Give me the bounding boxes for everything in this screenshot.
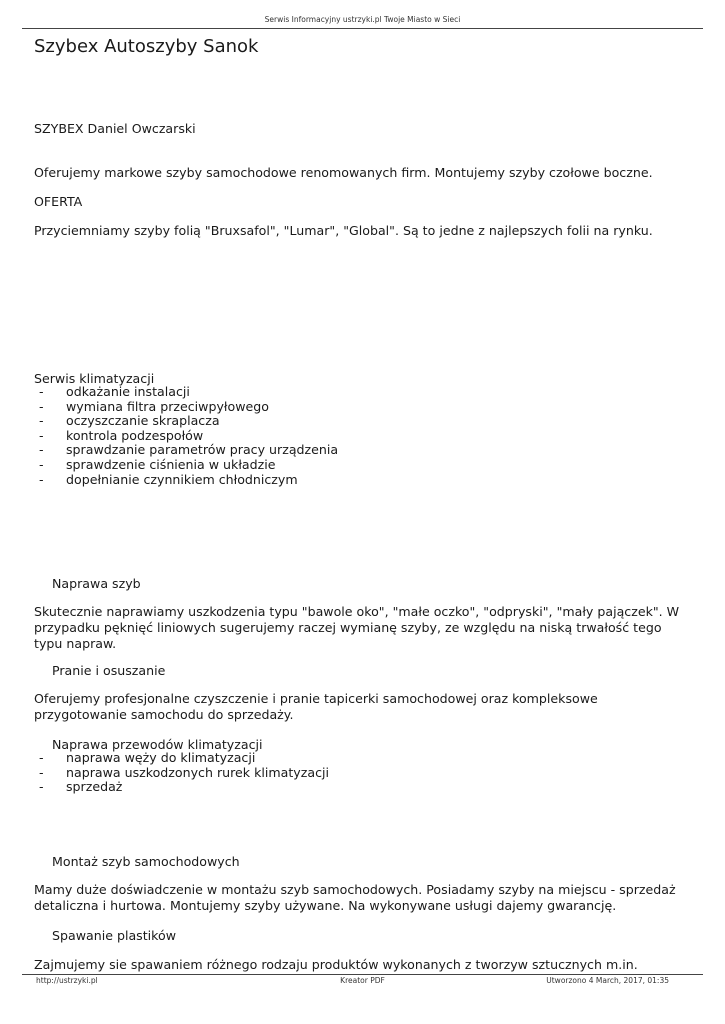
glass-repair-paragraph: Skutecznie naprawiamy uszkodzenia typu "bawole oko", "małe oczko", "odpryski", "mały pajączek". W przypadku pęknięć liniowych sugerujemy raczej wymianę szyby, ze względu na niską trwałość tego typu napraw. (34, 604, 680, 651)
cleaning-paragraph: Oferujemy profesjonalne czyszczenie i pranie tapicerki samochodowej oraz kompleksowe przygotowanie samochodu do sprzedaży. (34, 691, 598, 722)
footer-url: http://ustrzyki.pl (36, 976, 98, 985)
footer-generator: Kreator PDF (340, 976, 385, 985)
list-item-text: naprawa węży do klimatyzacji (66, 750, 256, 765)
page-title: Szybex Autoszyby Sanok (34, 36, 259, 57)
list-dash: - (39, 398, 44, 414)
list-dash: - (39, 779, 44, 795)
mounting-paragraph: Mamy duże doświadczenie w montażu szyb samochodowych. Posiadamy szyby na miejscu - sprzedaż detaliczna i hurtowa. Montujemy szyby używane. Na wykonywane usługi dajemy gwarancję. (34, 882, 676, 913)
intro-paragraph: Oferujemy markowe szyby samochodowe renomowanych firm. Montujemy szyby czołowe boczne. (34, 165, 653, 180)
welding-heading: Spawanie plastików (52, 928, 177, 943)
list-item (34, 780, 329, 795)
list-item (34, 443, 338, 458)
list-dash: - (39, 750, 44, 765)
list-item (34, 414, 338, 429)
list-item-text: sprawdzanie parametrów pracy urządzenia (66, 442, 339, 458)
tinting-paragraph: Przyciemniamy szyby folią "Bruxsafol", "Lumar", "Global". Są to jedne z najlepszych folii na rynku. (34, 223, 653, 238)
header-divider (22, 28, 703, 29)
ac-service-list (34, 385, 338, 487)
list-item-text: oczyszczanie skraplacza (66, 413, 220, 429)
list-item (34, 385, 338, 400)
footer-created-date: Utworzono 4 March, 2017, 01:35 (546, 976, 669, 985)
list-item-text: dopełnianie czynnikiem chłodniczym (66, 471, 298, 487)
list-item (34, 429, 338, 444)
offer-heading: OFERTA (34, 194, 83, 209)
list-item-text: kontrola podzespołów (66, 427, 204, 443)
ac-service-heading: Serwis klimatyzacji (34, 371, 155, 386)
list-item-text: odkażanie instalacji (66, 384, 190, 399)
footer-divider (22, 974, 703, 975)
list-item (34, 766, 329, 781)
list-item (34, 400, 338, 415)
list-item (34, 751, 329, 766)
welding-paragraph: Zajmujemy sie spawaniem różnego rodzaju produktów wykonanych z tworzyw sztucznych m.in. (34, 957, 638, 972)
company-name: SZYBEX Daniel Owczarski (34, 121, 196, 136)
list-dash: - (39, 413, 44, 429)
list-item-text: naprawa uszkodzonych rurek klimatyzacji (66, 764, 329, 780)
list-item-text: wymiana filtra przeciwpyłowego (66, 398, 269, 414)
list-item-text: sprawdzenie ciśnienia w układzie (66, 456, 276, 472)
cleaning-heading: Pranie i osuszanie (52, 663, 166, 678)
running-header: Serwis Informacyjny ustrzyki.pl Twoje Miasto w Sieci (264, 15, 461, 24)
list-item (34, 458, 338, 473)
list-item (34, 473, 338, 488)
list-item-text: sprzedaż (66, 779, 123, 795)
list-dash: - (39, 384, 44, 399)
list-dash: - (39, 456, 44, 472)
list-dash: - (39, 442, 44, 458)
mounting-heading: Montaż szyb samochodowych (52, 854, 240, 869)
glass-repair-heading: Naprawa szyb (52, 576, 141, 591)
ac-pipes-list (34, 751, 329, 795)
list-dash: - (39, 427, 44, 443)
list-dash: - (39, 471, 44, 487)
ac-pipes-heading: Naprawa przewodów klimatyzacji (52, 737, 263, 752)
list-dash: - (39, 764, 44, 780)
